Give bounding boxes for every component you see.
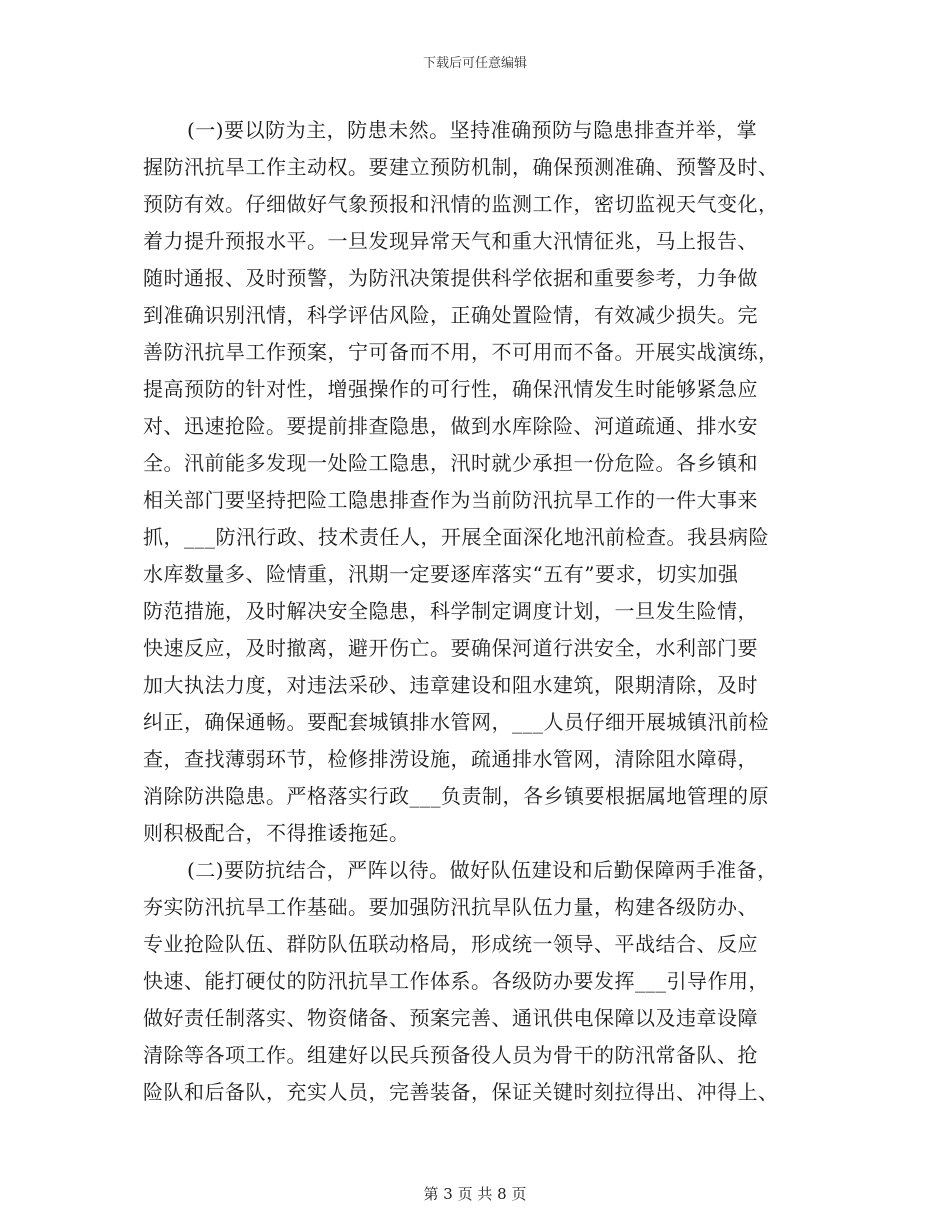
paragraph-2-line-4: 快速、能打硬仗的防汛抗旱工作体系。各级防办要发挥___引导作用， [143,969,769,993]
paragraph-1-line-9: 对、迅速抢险。要提前排查隐患，做到水库除险、河道疏通、排水安 [143,414,758,438]
paragraph-2-line-5: 做好责任制落实、物资储备、预案完善、通讯供电保障以及违章设障 [143,1006,758,1030]
paragraph-1-line-18: 查，查找薄弱环节，检修排涝设施，疏通排水管网，清除阻水障碍， [143,747,758,771]
paragraph-1-line-14: 防范措施，及时解决安全隐患，科学制定调度计划，一旦发生险情， [143,599,758,623]
paragraph-1-line-15: 快速反应，及时撤离，避开伤亡。要确保河道行洪安全，水利部门要 [143,636,758,660]
paragraph-2-line-3: 专业抢险队伍、群防队伍联动格局，形成统一领导、平战结合、反应 [143,932,758,956]
paragraph-2-line-1: (二)要防抗结合，严阵以待。做好队伍建设和后勤保障两手准备， [187,858,778,882]
paragraph-1-line-12: 抓，___防汛行政、技术责任人，开展全面深化地汛前检查。我县病险 [143,525,769,549]
paragraph-2-line-7: 险队和后备队，充实人员，完善装备，保证关键时刻拉得出、冲得上、 [143,1080,779,1104]
paragraph-1-line-3: 预防有效。仔细做好气象预报和汛情的监测工作，密切监视天气变化， [143,192,779,216]
document-body [143,112,813,1111]
paragraph-1-line-6: 到准确识别汛情，科学评估风险，正确处置险情，有效减少损失。完 [143,303,758,327]
paragraph-1-line-8: 提高预防的针对性，增强操作的可行性，确保汛情发生时能够紧急应 [143,377,758,401]
paragraph-1-line-1: (一)要以防为主，防患未然。坚持准确预防与隐患排查并举，掌 [187,118,758,142]
paragraph-2-line-2: 夯实防汛抗旱工作基础。要加强防汛抗旱队伍力量，构建各级防办、 [143,895,758,919]
paragraph-1-line-17: 纠正，确保通畅。要配套城镇排水管网，___人员仔细开展城镇汛前检 [143,710,769,734]
paragraph-1-line-11: 相关部门要坚持把险工隐患排查作为当前防汛抗旱工作的一件大事来 [143,488,758,512]
paragraph-1-line-5: 随时通报、及时预警，为防汛决策提供科学依据和重要参考，力争做 [143,266,758,290]
paragraph-1-line-7: 善防汛抗旱工作预案，宁可备而不用，不可用而不备。开展实战演练， [143,340,779,364]
paragraph-1-line-16: 加大执法力度，对违法采砂、违章建设和阻水建筑，限期清除，及时 [143,673,758,697]
paragraph-1-line-10: 全。汛前能多发现一处险工隐患，汛时就少承担一份危险。各乡镇和 [143,451,758,475]
paragraph-1-line-2: 握防汛抗旱工作主动权。要建立预防机制，确保预测准确、预警及时、 [143,155,779,179]
paragraph-2-line-6: 清除等各项工作。组建好以民兵预备役人员为骨干的防汛常备队、抢 [143,1043,758,1067]
paragraph-1-line-13: 水库数量多、险情重，汛期一定要逐库落实“五有”要求，切实加强 [143,562,739,586]
page-footer: 第 3 页 共 8 页 [423,1185,527,1203]
paragraph-1-line-19: 消除防洪隐患。严格落实行政___负责制，各乡镇要根据属地管理的原 [143,784,769,808]
page-header: 下载后可任意编辑 [422,56,527,71]
paragraph-1-line-4: 着力提升预报水平。一旦发现异常天气和重大汛情征兆，马上报告、 [143,229,758,253]
paragraph-1-line-20: 则积极配合，不得推诿拖延。 [143,821,410,845]
